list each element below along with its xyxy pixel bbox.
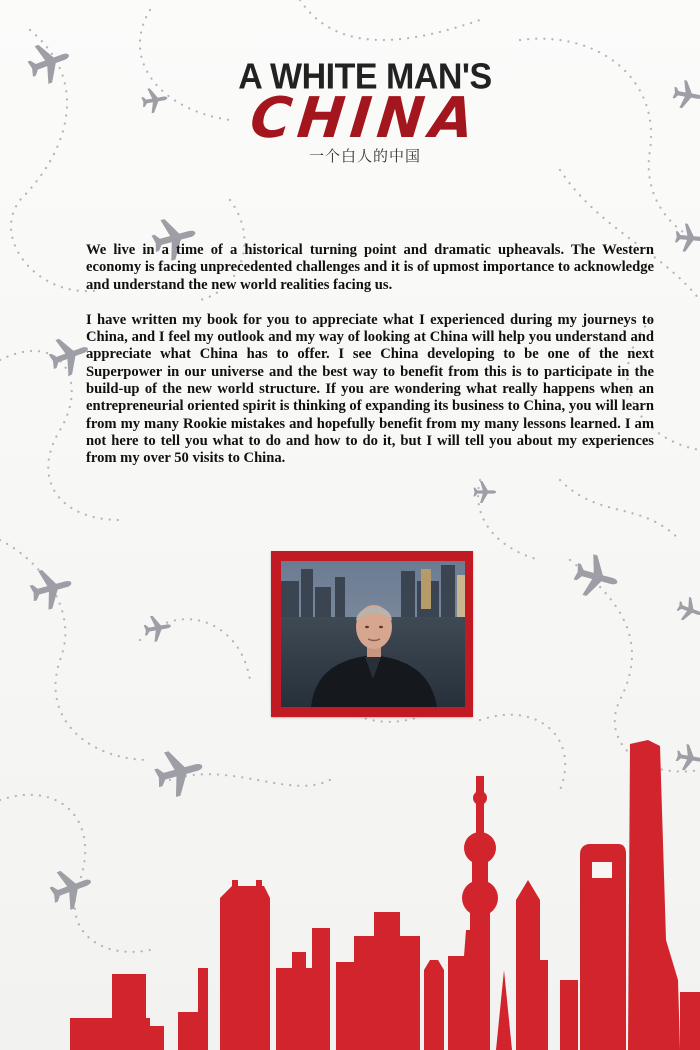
airplane-icon [674,594,700,625]
intro-text [86,242,654,486]
shanghai-skyline-illustration [0,730,700,1050]
paragraph-2: I have written my book for you to appreciate what I experienced during my journeys to China, and I feel my outlook and my way of looking at China will help you understand and appreciate what China has to offer. I see China developing to be one of the next Superpower in our universe and the best way to benefit from this is to participate in the build-up of the new world structure. If you are wondering what really happens when an entrepreneurial oriented spirit is thinking of expanding its business to China, you will learn from my many Rookie mistakes and hopefully benefit from my many lessons learned. I am not here to tell you what to do and how to do it, but I will tell you about my experiences from my over 50 visits to China. [86,311,654,467]
paragraph-1: We live in a time of a historical turning point and dramatic upheavals. The Western economy is facing unprecedented challenges and it is of upmost importance to acknowledge and understand the new world realities facing us. [86,242,654,293]
book-title [230,58,500,166]
author-photo [281,561,465,707]
airplane-icon [27,564,77,613]
title-line-1: A WHITE MAN'S [238,57,492,97]
airplane-icon [140,86,169,115]
airplane-icon [570,551,622,603]
title-line-2: CHINA [247,86,483,151]
airplane-icon [142,613,173,643]
author-photo-frame [271,551,473,717]
airplane-icon [671,79,700,112]
airplane-icon [23,36,75,88]
title-chinese: 一个白人的中国 [308,147,421,165]
airplane-icon [674,223,700,253]
